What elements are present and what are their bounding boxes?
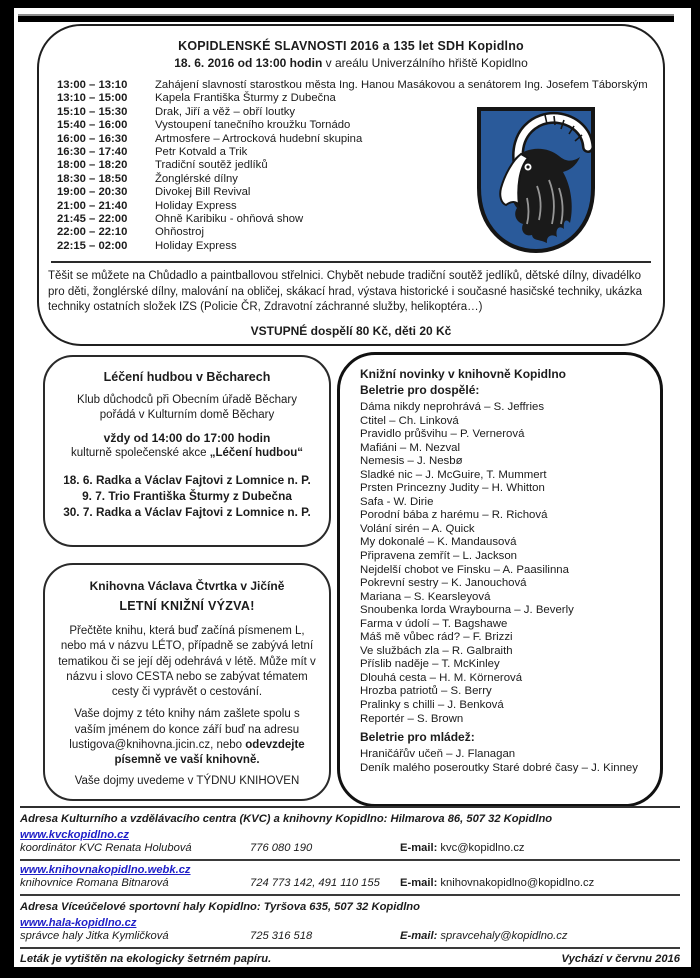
schedule-time: 19:00 – 20:30 — [57, 186, 128, 199]
schedule-description: Artmosfere – Artrocková hudební skupina — [155, 132, 363, 145]
library-email-link[interactable]: knihovnakopidlno@kopidlno.cz — [440, 877, 595, 889]
jicin-email-link[interactable]: lustigova@knihovna.jicin.cz — [69, 739, 211, 752]
schedule-time: 22:15 – 02:00 — [57, 239, 128, 252]
book-item: Hraničářův učeň – J. Flanagan — [360, 748, 516, 761]
schedule-description: Holiday Express — [155, 239, 237, 252]
attractions-paragraph: Těšit se můžete na Chůdadlo a paintballovou střelnici. Chybět nebude tradiční soutěž jedlíků, dětské dílny, divadélko pro děti, žonglérské dílny, malování na obličej, skákací hrad, výstava historické i současné hasičské techniky, ukázka techniky ostatních složek IZS (Policie ČR, Zdravotní záchranné služby, helikoptéra…) — [48, 270, 643, 314]
schedule-description: Zahájení slavností starostkou města Ing. Hanou Masákovou a senátorem Ing. Josefem Táborským — [155, 79, 648, 91]
book-item: Hrozba patriotů – S. Berry — [360, 685, 492, 698]
bechary-title: Léčení hudbou v Běcharech — [103, 370, 271, 384]
library-adults-header: Beletrie pro dospělé: — [360, 383, 480, 397]
jicin-paragraph-2a: Vaše dojmy z této knihy nám zašlete spolu s vaším jménem do konce září buď na adresu — [74, 708, 300, 736]
bechary-event-prefix: kulturně společenské akce — [71, 447, 210, 459]
schedule-row — [57, 79, 663, 92]
schedule-description: Žonglérské dílny — [155, 172, 238, 185]
hall-website-link[interactable]: www.hala-kopidlno.cz — [20, 917, 137, 929]
book-item: Reportér – S. Brown — [360, 712, 464, 725]
book-item: My dokonalé – K. Mandausová — [360, 536, 517, 549]
kvc-contact-row — [20, 842, 680, 855]
schedule-time: 16:30 – 17:40 — [57, 146, 128, 159]
footer-row — [20, 953, 680, 966]
book-item: Farma v údolí – T. Bagshawe — [360, 617, 508, 630]
email-label: E-mail: — [400, 877, 438, 889]
contacts-rule-1 — [20, 859, 680, 861]
schedule-description: Vystoupení tanečního kroužku Tornádo — [155, 119, 351, 132]
contacts-rule-2 — [20, 894, 680, 896]
goat-eye-pupil — [526, 165, 529, 168]
bechary-box — [43, 355, 331, 547]
bechary-event-row: 30. 7. Radka a Václav Fajtovi z Lomnice n. P. — [63, 505, 311, 519]
library-adults-list — [360, 401, 652, 726]
kvc-website-link[interactable]: www.kvckopidlno.cz — [20, 829, 129, 841]
bechary-event-name — [45, 447, 329, 459]
bechary-event-row: 9. 7. Trio Františka Šturmy z Dubečna — [82, 489, 292, 503]
book-item: Máš mě vůbec rád? – F. Brizzi — [360, 631, 513, 644]
schedule-row — [57, 92, 663, 105]
book-item: Připravena zemřít – L. Jackson — [360, 550, 518, 563]
book-item: Ctitel – Ch. Linková — [360, 414, 459, 427]
library-phones: 724 773 142, 491 110 155 — [250, 877, 380, 889]
book-item: Volání sirén – A. Quick — [360, 522, 475, 535]
email-label: E-mail: — [400, 842, 438, 854]
book-item: Prsten Princezny Judity – H. Whitton — [360, 482, 545, 495]
bottom-rule — [20, 971, 638, 978]
book-item: Ve službách zla – R. Galbraith — [360, 644, 513, 657]
schedule-time: 16:00 – 16:30 — [57, 132, 128, 145]
contacts-rule-3 — [20, 947, 680, 949]
festival-subtitle — [39, 56, 663, 70]
kvc-coordinator: koordinátor KVC Renata Holubová — [20, 842, 192, 854]
hall-email-cell — [400, 930, 567, 943]
hall-email-link[interactable]: spravcehaly@kopidlno.cz — [440, 930, 568, 942]
footer-eco-note: Leták je vytištěn na ekologicky šetrném papíru. — [20, 953, 272, 965]
schedule-description: Petr Kotvald a Trik — [155, 146, 248, 159]
schedule-time: 21:00 – 21:40 — [57, 199, 128, 212]
book-item: Mafiáni – M. Nezval — [360, 441, 461, 454]
jicin-paragraph-2-bold: odevzdejte písemně ve vaší knihovně. — [114, 739, 305, 767]
book-item: Safa - W. Dirie — [360, 495, 434, 508]
festival-venue: v areálu Univerzálního hřiště Kopidlno — [322, 56, 528, 70]
schedule-description: Divokej Bill Revival — [155, 186, 251, 199]
jicin-paragraph-1: Přečtěte knihu, která buď začíná písmenem L, nebo má v názvu LÉTO, případně se zabývá letní tematikou či se její děj odehrává v létě. Může mít v názvu i slovo CESTA nebo se zabývat tématem cesty či vyprávět o cestování. — [58, 625, 316, 699]
kvc-email-link[interactable]: kvc@kopidlno.cz — [440, 842, 525, 854]
bottom-bars — [20, 971, 680, 978]
kvc-address: Adresa Kulturního a vzdělávacího centra (KVC) a knihovny Kopidlno: Hilmarova 86, 507 32 Kopidlno — [20, 813, 553, 825]
book-item: Dáma nikdy neprohrává – S. Jeffries — [360, 401, 545, 413]
book-item: Nejdelší chobot ve Finsku – A. Paasilinna — [360, 563, 569, 576]
kvc-email-cell — [400, 842, 525, 855]
jicin-paragraph-3: Vaše dojmy uvedeme v TÝDNU KNIHOVEN — [74, 774, 300, 787]
schedule-time: 21:45 – 22:00 — [57, 213, 128, 226]
book-item: Nemesis – J. Nesbø — [360, 455, 463, 468]
hall-manager: správce haly Jitka Kymličková — [20, 930, 169, 942]
book-item: Pokrevní sestry – K. Janouchová — [360, 577, 527, 590]
schedule-description: Holiday Express — [155, 199, 237, 212]
book-item: Deník malého poseroutky Staré dobré časy – J. Kinney — [360, 761, 638, 774]
hall-contact-row — [20, 930, 680, 943]
festival-date: 18. 6. 2016 od 13:00 hodin — [174, 56, 323, 70]
schedule-time: 18:00 – 18:20 — [57, 159, 128, 172]
library-contact-row — [20, 877, 680, 890]
top-rule — [18, 14, 674, 22]
book-item: Pravidlo průšvihu – P. Vernerová — [360, 428, 525, 441]
bechary-event-row: 18. 6. Radka a Václav Fajtovi z Lomnice n. P. — [63, 473, 311, 487]
jicin-challenge-title: LETNÍ KNIŽNÍ VÝZVA! — [119, 599, 255, 613]
library-news-title: Knižní novinky v knihovně Kopidlno — [360, 367, 567, 381]
jicin-paragraph-2b: , nebo — [210, 739, 246, 752]
admission-price: VSTUPNÉ dospělí 80 Kč, děti 20 Kč — [250, 323, 452, 338]
book-item: Mariana – S. Kearsleyová — [360, 590, 491, 603]
librarian-name: knihovnice Romana Bitnarová — [20, 877, 169, 889]
bechary-events-list — [45, 472, 329, 520]
kvc-phone: 776 080 190 — [250, 842, 313, 854]
festival-box — [37, 24, 665, 346]
footer-issue-date: Vychází v červnu 2016 — [561, 953, 680, 965]
schedule-description: Kapela Františka Šturmy z Dubečna — [155, 92, 336, 105]
book-item: Příslib naděje – T. McKinley — [360, 658, 500, 671]
book-item: Pralinky s chilli – J. Benková — [360, 699, 504, 712]
bechary-event-bold: „Léčení hudbou“ — [209, 447, 303, 459]
schedule-info-divider — [51, 261, 651, 263]
book-item: Dlouhá cesta – H. M. Körnerová — [360, 671, 523, 684]
schedule-description: Tradiční soutěž jedlíků — [155, 159, 268, 172]
schedule-time: 22:00 – 22:10 — [57, 226, 128, 239]
festival-title: KOPIDLENSKÉ SLAVNOSTI 2016 a 135 let SDH Kopidlno — [178, 39, 524, 53]
bechary-venue: pořádá v Kulturním domě Běchary — [99, 409, 275, 421]
hall-phone: 725 316 518 — [250, 930, 313, 942]
schedule-time: 18:30 – 18:50 — [57, 172, 128, 185]
book-item: Porodní bába z harému – R. Richová — [360, 509, 548, 522]
schedule-description: Ohně Karibiku - ohňová show — [155, 213, 304, 226]
schedule-time: 15:40 – 16:00 — [57, 119, 128, 132]
schedule-time: 13:00 – 13:10 — [57, 79, 128, 91]
library-youth-header: Beletrie pro mládež: — [360, 730, 475, 745]
schedule-time: 13:10 – 15:00 — [57, 92, 128, 105]
contacts-top-rule — [20, 806, 680, 808]
bottom-rule-end-cap — [644, 971, 655, 978]
book-item: Sladké nic – J. McGuire, T. Mummert — [360, 468, 547, 481]
bechary-organizer: Klub důchodců při Obecním úřadě Běchary — [77, 394, 297, 406]
schedule-description: Drak, Jiří a věž – obří loutky — [155, 105, 296, 118]
jicin-box — [43, 563, 331, 801]
jicin-title: Knihovna Václava Čtvrtka v Jičíně — [89, 579, 285, 593]
library-news-box — [337, 352, 663, 807]
jicin-paragraph-2 — [58, 707, 316, 768]
library-email-cell — [400, 877, 594, 890]
kopidlno-coat-of-arms — [475, 106, 597, 254]
library-youth-list — [360, 748, 652, 775]
bechary-time: vždy od 14:00 do 17:00 hodin — [103, 431, 271, 445]
library-website-link[interactable]: www.knihovnakopidlno.webk.cz — [20, 864, 191, 876]
book-item: Snoubenka lorda Wraybourna – J. Beverly — [360, 604, 574, 617]
email-label: E-mail: — [400, 930, 438, 942]
hall-address: Adresa Víceúčelové sportovní haly Kopidlno: Tyršova 635, 507 32 Kopidlno — [20, 901, 420, 913]
contacts-section — [20, 806, 680, 978]
schedule-description: Ohňostroj — [155, 226, 204, 239]
schedule-time: 15:10 – 15:30 — [57, 105, 128, 118]
